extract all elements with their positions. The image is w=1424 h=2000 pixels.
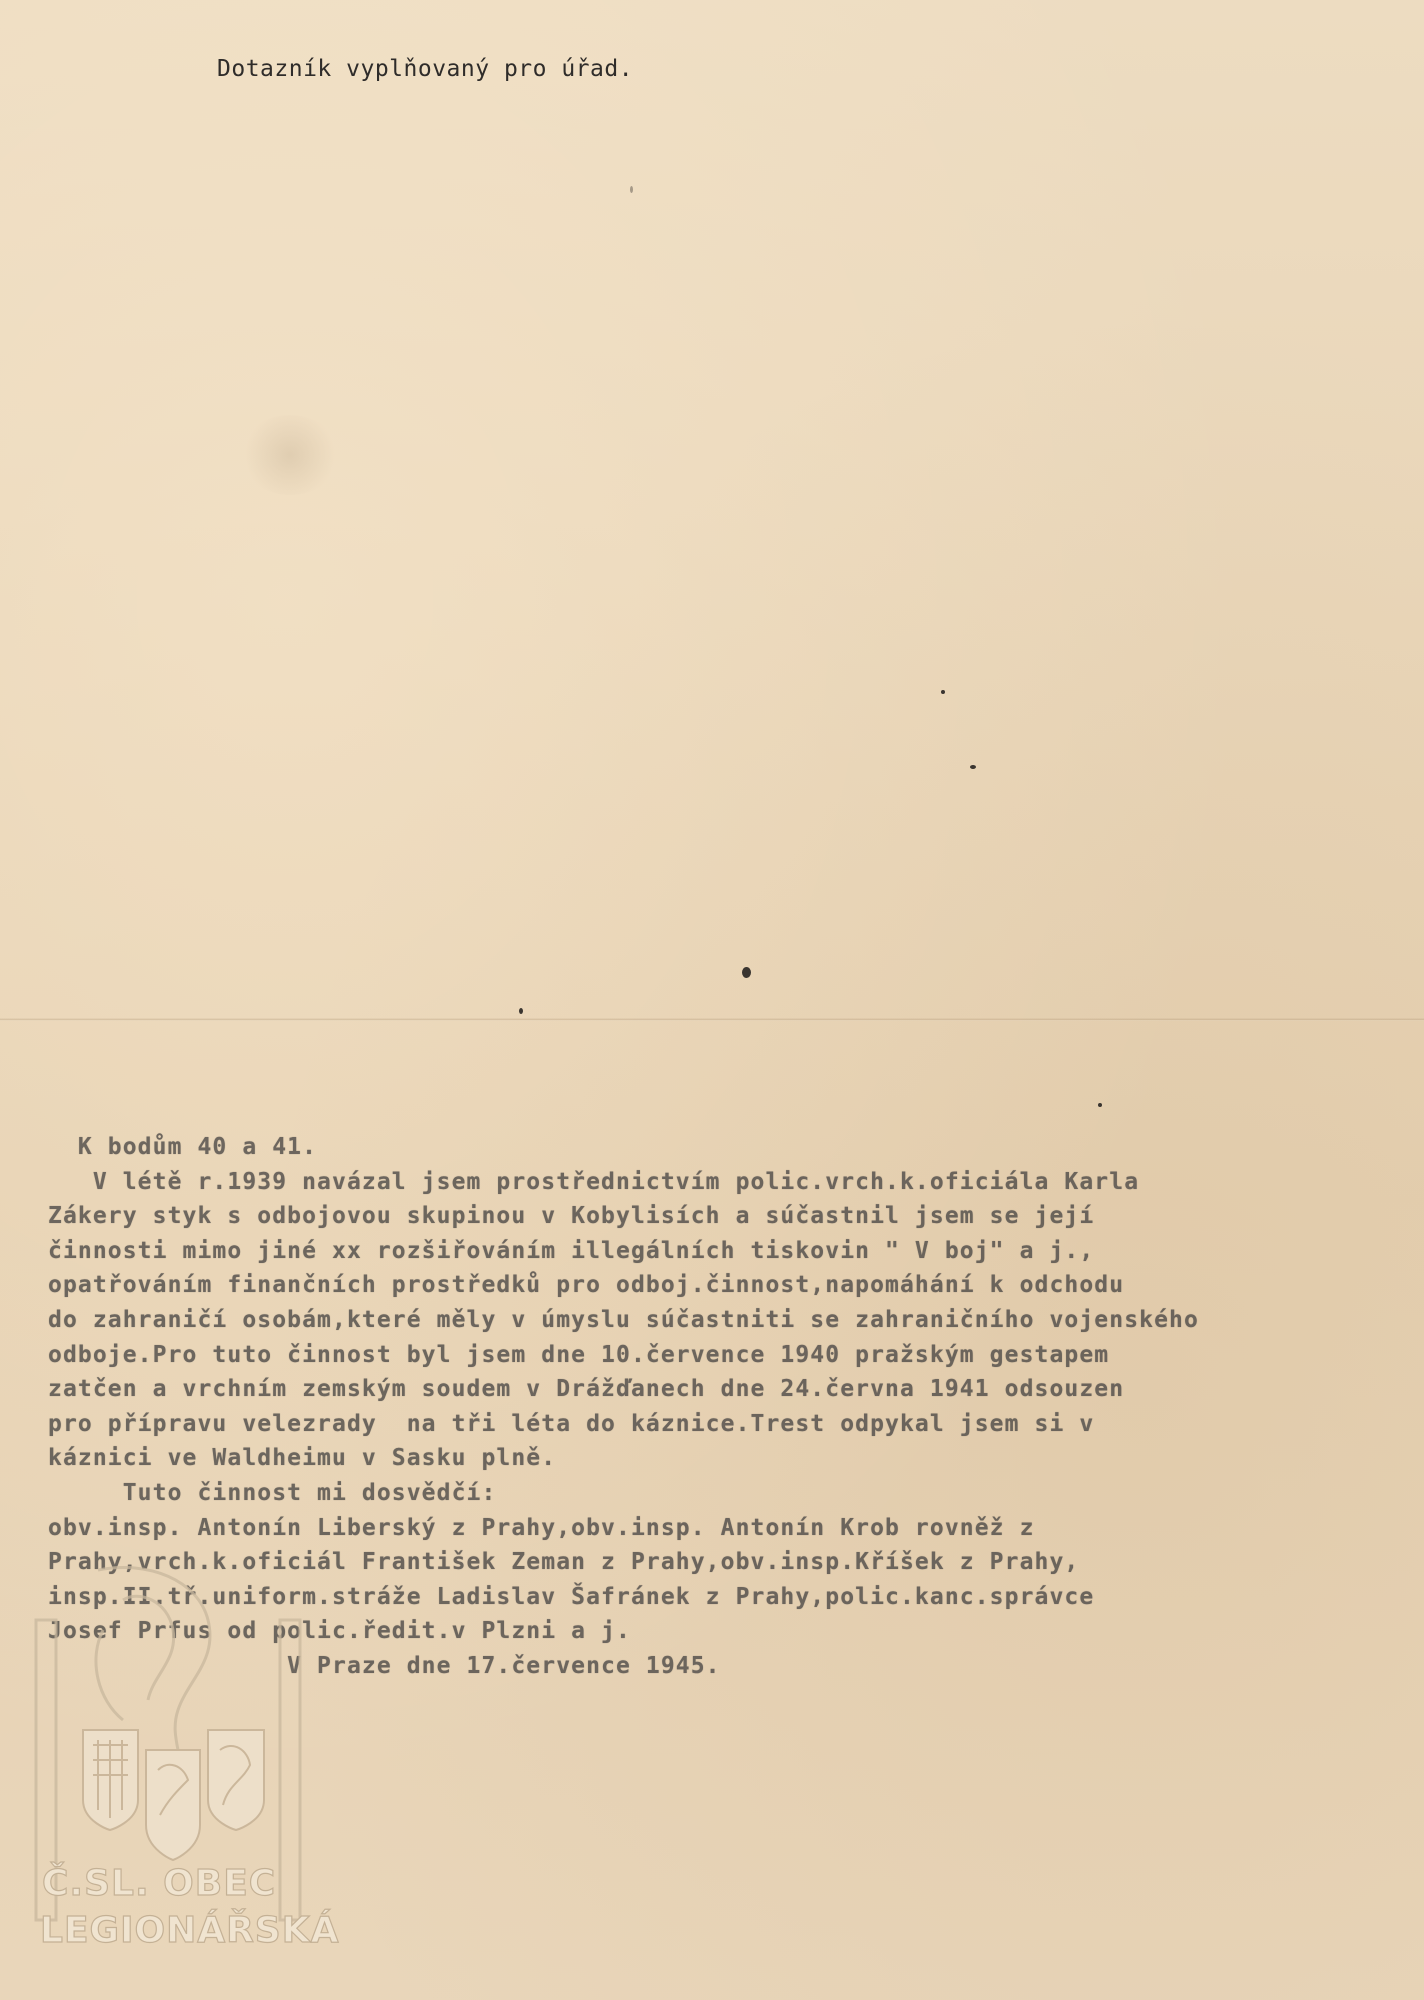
ink-speck [1098,1103,1102,1107]
ink-speck [970,765,976,769]
text-line: do zahraničí osobám,které měly v úmyslu súčastniti se zahraničního vojenského [48,1306,1199,1333]
text-line: V létě r.1939 navázal jsem prostřednictvím polic.vrch.k.oficiála Karla [48,1168,1140,1195]
ink-speck [630,186,633,193]
date-line: V Praze dne 17.července 1945. [48,1652,721,1679]
text-line: K bodům 40 a 41. [48,1134,318,1160]
document-title: Dotazník vyplňovaný pro úřad. [217,56,634,82]
text-line: Tuto činnost mi dosvědčí: [48,1479,497,1506]
text-line: zatčen a vrchním zemským soudem v Drážďanech dne 24.června 1941 odsouzen [48,1376,1125,1403]
text-line: Prahy,vrch.k.oficiál František Zeman z Prahy,obv.insp.Kříšek z Prahy, [48,1549,1080,1576]
stamp-line-1: Č.SL. OBEC [42,1863,277,1904]
text-line: Zákery styk s odbojovou skupinou v Kobylisích a súčastnil jsem se její [48,1203,1095,1230]
stamp-line-2: LEGIONÁŘSKÁ [40,1910,340,1951]
text-line: Josef Prfus od polic.ředit.v Plzni a j. [48,1618,631,1645]
paper-stain [240,415,340,495]
text-line: opatřováním finančních prostředků pro odboj.činnost,napomáhání k odchodu [48,1272,1125,1299]
ink-speck [519,1008,523,1014]
text-line: pro přípravu velezrady na tři léta do káznice.Trest odpykal jsem si v [48,1410,1095,1437]
text-line: obv.insp. Antonín Liberský z Prahy,obv.insp. Antonín Krob rovněž z [48,1514,1035,1541]
paper-fold [0,1018,1424,1021]
text-line: činnosti mimo jiné xx rozšiřováním illegálních tiskovin " V boj" a j., [48,1237,1095,1264]
ink-speck [941,690,945,694]
text-line: insp.II.tř.uniform.stráže Ladislav Šafránek z Prahy,polic.kanc.správce [48,1583,1095,1610]
text-line: odboje.Pro tuto činnost byl jsem dne 10.července 1940 pražským gestapem [48,1341,1110,1368]
text-line: káznici ve Waldheimu v Sasku plně. [48,1445,557,1472]
ink-speck [742,967,751,978]
